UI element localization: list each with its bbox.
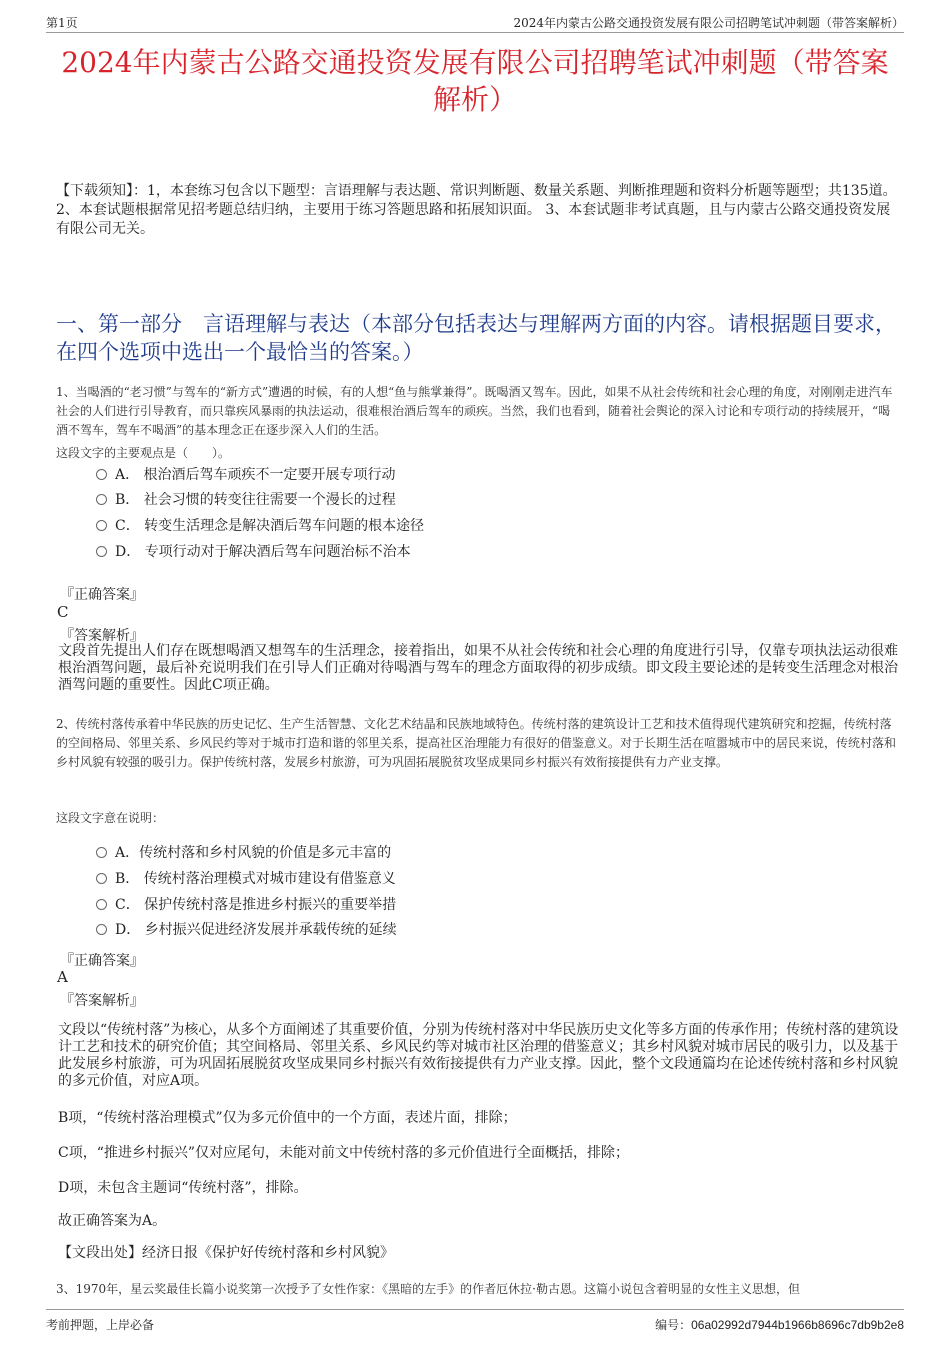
radio-icon[interactable]: [96, 847, 107, 858]
q1-option-d[interactable]: [96, 542, 411, 562]
footer-slogan: 考前押题，上岸必备: [46, 1318, 155, 1332]
option-label: D． 专项行动对于解决酒后驾车问题治标不治本: [115, 544, 411, 560]
radio-icon[interactable]: [96, 924, 107, 935]
q1-analysis-label: 『答案解析』: [60, 628, 144, 644]
q2-answer-label: 『正确答案』: [60, 953, 144, 969]
q1-option-c[interactable]: [96, 516, 424, 536]
q2-analysis: 文段以“传统村落”为核心，从多个方面阐述了其重要价值，分别为传统村落对中华民族历史文化等多方面的传承作用；传统村落的建筑设计工艺和技术的研究价值；其空间格局、邻里关系、乡风民约等对城市社区治理的借鉴意义；其乡村风貌对城市居民的吸引力，以及基于此发展乡村旅游，可为巩固拓展脱贫攻坚成果同乡村振兴有效衔接提供有力产业支撑。因此，整个文段通篇均在论述传统村落和乡村风貌的多元价值，对应A项。: [58, 1022, 899, 1089]
radio-icon[interactable]: [96, 469, 107, 480]
footer-code-value: 06a02992d7944b1966b8696c7db9b2e8: [691, 1318, 904, 1332]
header-doc-title: 2024年内蒙古公路交通投资发展有限公司招聘笔试冲刺题（带答案解析）: [513, 16, 904, 30]
radio-icon[interactable]: [96, 494, 107, 505]
page-number: 第1页: [46, 16, 78, 30]
footer-code: [655, 1316, 904, 1333]
section-heading: 一、第一部分 言语理解与表达（本部分包括表达与理解两方面的内容。请根据题目要求，在四个选项中选出一个最恰当的答案。）: [56, 312, 896, 364]
q1-answer: C: [57, 603, 69, 621]
option-label: C． 保护传统村落是推进乡村振兴的重要举措: [115, 897, 397, 913]
option-label: A．传统村落和乡村风貌的价值是多元丰富的: [115, 845, 392, 861]
question-1-stem: 这段文字的主要观点是（ ）。: [56, 446, 231, 460]
page-footer: [46, 1309, 904, 1332]
q2-option-d[interactable]: [96, 920, 397, 940]
option-label: D． 乡村振兴促进经济发展并承载传统的延续: [115, 922, 397, 938]
option-label: B． 社会习惯的转变往往需要一个漫长的过程: [115, 492, 396, 508]
radio-icon[interactable]: [96, 899, 107, 910]
q2-option-b[interactable]: [96, 869, 396, 889]
q2-conclusion: 故正确答案为A。: [58, 1213, 167, 1229]
radio-icon[interactable]: [96, 546, 107, 557]
question-1-text: 1、当喝酒的“老习惯”与驾车的“新方式”遭遇的时候，有的人想“鱼与熊掌兼得”。既喝酒又驾车。因此，如果不从社会传统和社会心理的角度，对刚刚走进汽车社会的人们进行引导教育，而只靠疾风暴雨的执法运动，很难根治酒后驾车的顽疾。当然，我们也看到，随着社会舆论的深入讨论和专项行动的持续展开，“喝酒不驾车，驾车不喝酒”的基本理念正在逐步深入人们的生活。: [56, 385, 893, 437]
radio-icon[interactable]: [96, 520, 107, 531]
q2-source: 【文段出处】经济日报《保护好传统村落和乡村风貌》: [58, 1245, 394, 1261]
option-label: A． 根治酒后驾车顽疾不一定要开展专项行动: [115, 467, 396, 483]
q1-analysis: 文段首先提出人们存在既想喝酒又想驾车的生活理念，接着指出，如果不从社会传统和社会心理的角度进行引导，仅靠专项执法运动很难根治酒驾问题，最后补充说明我们在引导人们正确对待喝酒与驾车的理念方面取得的初步成绩。即文段主要论述的是转变生活理念对根治酒驾问题的重要性。因此C项正确。: [58, 643, 898, 693]
q2-option-a[interactable]: [96, 843, 391, 863]
page-header: [46, 12, 904, 33]
q2-option-c[interactable]: [96, 895, 396, 915]
q2-explain-d: D项，未包含主题词“传统村落”，排除。: [58, 1180, 308, 1196]
q1-option-b[interactable]: [96, 490, 396, 510]
question-3-text: 3、1970年，星云奖最佳长篇小说奖第一次授予了女性作家：《黑暗的左手》的作者厄休拉·勒古恩。这篇小说包含着明显的女性主义思想，但: [56, 1282, 800, 1296]
q2-explain-c: C项，“推进乡村振兴”仅对应尾句，未能对前文中传统村落的多元价值进行全面概括，排除；: [58, 1145, 630, 1161]
radio-icon[interactable]: [96, 873, 107, 884]
q2-analysis-label: 『答案解析』: [60, 993, 144, 1009]
document-title: 2024年内蒙古公路交通投资发展有限公司招聘笔试冲刺题（带答案解析）: [61, 46, 889, 116]
question-2-stem: 这段文字意在说明：: [56, 811, 165, 825]
q2-explain-b: B项，“传统村落治理模式”仅为多元价值中的一个方面，表述片面，排除；: [58, 1110, 517, 1126]
q1-option-a[interactable]: [96, 465, 396, 485]
q2-answer: A: [57, 968, 68, 986]
question-2-text: 2、传统村落传承着中华民族的历史记忆、生产生活智慧、文化艺术结晶和民族地域特色。传统村落的建筑设计工艺和技术值得现代建筑研究和挖掘，传统村落的空间格局、邻里关系、乡风民约等对于城市打造和谐的邻里关系，提高社区治理能力有很好的借鉴意义。对于长期生活在喧嚣城市中的居民来说，传统村落和乡村风貌有较强的吸引力。保护传统村落，发展乡村旅游，可为巩固拓展脱贫攻坚成果同乡村振兴有效衔接提供有力产业支撑。: [56, 717, 897, 769]
option-label: B． 传统村落治理模式对城市建设有借鉴意义: [115, 871, 396, 887]
download-notice: 【下载须知】：1，本套练习包含以下题型：言语理解与表达题、常识判断题、数量关系题、判断推理题和资料分析题等题型；共135道。 2、本套试题根据常见招考题总结归纳，主要用于练习答题思路和拓展知识面。 3、本套试题非考试真题，且与内蒙古公路交通投资发展有限公司无关。: [56, 183, 897, 237]
footer-code-label: 编号：: [655, 1318, 692, 1332]
q1-answer-label: 『正确答案』: [60, 587, 144, 603]
option-label: C． 转变生活理念是解决酒后驾车问题的根本途径: [115, 518, 425, 534]
